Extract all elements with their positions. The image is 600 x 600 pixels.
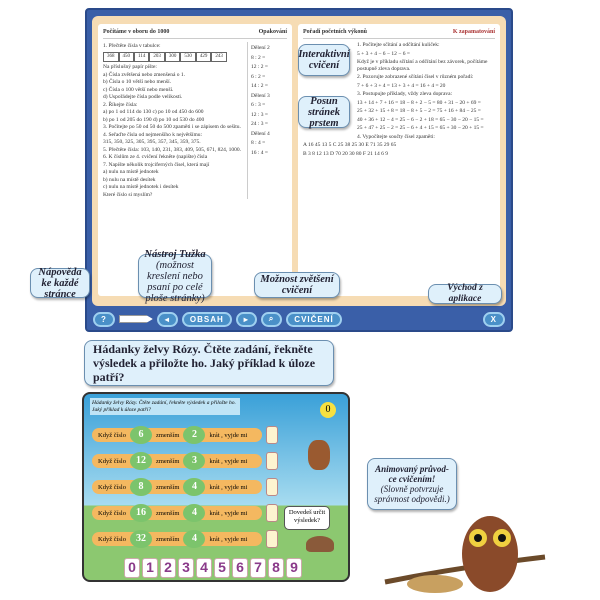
callout-guide	[367, 458, 457, 510]
text-line: Když je v příkladu sčítání a odčítání bez závorek, počítáme postupně zleva doprava.	[357, 59, 488, 72]
table-cell: 530	[180, 52, 196, 63]
text-line: 3. Počítejte po 50 od 50 do 500 zpaměti i se zápisem do sešitu.	[103, 124, 241, 130]
text-line: A 16 45 13 5 C 25 38 25 30 E 71 35 29 65	[303, 142, 397, 148]
contents-button[interactable]: OBSAH	[182, 312, 232, 327]
text-line: 3. Postupujte příklady, vždy zleva doprava:	[357, 91, 453, 97]
division-line: 12 : 2 =	[251, 64, 269, 70]
row-middle: zmenším	[155, 509, 180, 517]
text-line: 7. Napište několik trojciferných čísel, která mají	[103, 161, 210, 168]
callout-help: Nápověda ke každé stránce	[30, 268, 90, 298]
table-cell: 368	[103, 52, 119, 63]
text-line: 40 + 36 + 12 − 4 = 25 − 6 − 2 + 18 = 65 − 30 − 20 − 15 =	[357, 116, 484, 123]
exercise-row	[92, 506, 262, 520]
second-number-leaf: 4	[183, 478, 205, 496]
text-line: a) po 1 od 114 do 130 c) po 10 od 450 do 600	[103, 109, 204, 115]
first-number-leaf: 6	[130, 426, 152, 444]
digit-tile[interactable]: 2	[160, 558, 176, 578]
table-cell: 243	[211, 52, 227, 63]
text-line: b) po 1 od 205 do 190 d) po 10 od 530 do 400	[103, 116, 205, 123]
text-line: 2. Pozorujte zobrazené sčítání čísel v různém pořadí:	[357, 74, 474, 80]
left-page-section: Opakování	[258, 29, 287, 35]
digit-tile[interactable]: 6	[232, 558, 248, 578]
division-line: Dělení 2	[251, 45, 270, 51]
owl-icon	[308, 440, 330, 470]
text-line: 1. Přečtěte čísla v tabulce:	[103, 43, 161, 49]
callout-exit: Východ z aplikace	[428, 284, 502, 304]
text-line: 5 + 3 + 4 − 6 − 12 − 6 =	[357, 50, 410, 57]
exercise-row	[92, 454, 262, 468]
text-line: Které číslo si myslím?	[103, 191, 153, 198]
text-line: 25 + 47 + 25 − 2 = 25 − 6 + 4 + 15 = 65 + 30 − 20 + 15 =	[357, 125, 484, 131]
first-number-leaf: 16	[130, 504, 152, 522]
text-line: b) nulu na místě desítek	[103, 176, 156, 183]
text-line: a) nulu na místě jednotek	[103, 169, 159, 175]
game-panel	[82, 392, 350, 582]
text-line: b) Čísla o 10 větší nebo menší.	[103, 79, 171, 85]
callout-zoom: Možnost zvětšení cvičení	[254, 272, 340, 298]
text-line: 2. Říkejte čísla:	[103, 101, 138, 108]
division-line: Dělení 4	[251, 130, 270, 137]
second-number-leaf: 4	[183, 530, 205, 548]
text-line: 13 + 14 + 7 + 16 = 18 − 8 + 2 − 5 = 80 + 31 − 20 + 69 =	[357, 99, 481, 106]
text-line: B 3 8 12 13 D 70 20 30 80 F 21 14 6 9	[303, 150, 388, 157]
second-number-leaf: 3	[183, 452, 205, 470]
text-line: c) Čísla o 100 větší nebo menší.	[103, 86, 174, 93]
second-number-leaf: 2	[183, 426, 205, 444]
pencil-note: (možnost kreslení nebo psaní po celé ploše stránky)	[145, 259, 205, 304]
left-page-title: Počítáme v oboru do 1000	[103, 29, 170, 35]
text-line: 5. Přečtěte čísla: 103, 140, 231, 383, 409, 505, 671, 824, 1000.	[103, 146, 241, 153]
digit-tile[interactable]: 0	[124, 558, 140, 578]
exit-button[interactable]: X	[483, 312, 505, 327]
callout-interactive: Interaktivní cvičení	[298, 44, 350, 76]
text-line: 25 + 32 + 15 + 8 = 18 − 8 + 5 − 2 = 75 + 16 + 84 − 25 =	[357, 108, 481, 114]
row-middle: zmenším	[155, 535, 180, 543]
division-line: 16 : 4 =	[251, 149, 269, 156]
division-line: 6 : 3 =	[251, 102, 266, 108]
text-line: d) Uspořádejte čísla podle velikosti.	[103, 94, 183, 100]
digit-tile[interactable]: 5	[214, 558, 230, 578]
text-line: a) Čísla zvětšená nebo zmenšená o 1.	[103, 71, 186, 78]
exercise-row	[92, 428, 262, 442]
row-prefix: Když číslo	[98, 431, 126, 439]
exercise-row	[92, 480, 262, 494]
first-number-leaf: 8	[130, 478, 152, 496]
row-prefix: Když číslo	[98, 509, 126, 517]
digit-tile[interactable]: 4	[196, 558, 212, 578]
pencil-title: Nástroj Tužka	[144, 248, 206, 260]
table-cell: 203	[149, 52, 165, 63]
owl-guide-icon	[380, 512, 550, 598]
guide-note: (Slovně potvrzuje správnost odpovědi.)	[374, 484, 450, 504]
division-line: 24 : 3 =	[251, 121, 269, 127]
zoom-icon[interactable]: ⌕	[261, 312, 282, 327]
division-line: 8 : 2 =	[251, 54, 266, 61]
division-line: 14 : 2 =	[251, 83, 269, 89]
division-line: Dělení 3	[251, 92, 270, 99]
game-instruction: Hádanky želvy Rózy. Čtěte zadání, řekněte výsledek a přiložte ho. Jaký příklad k úloze patří?	[90, 398, 240, 415]
callout-pencil	[138, 248, 212, 304]
callout-swipe: Posun stránek prstem	[298, 96, 350, 128]
text-line: 7 + 6 + 3 + 4 = 13 + 3 + 4 = 16 + 4 = 20	[357, 82, 446, 89]
text-line: 315, 350, 325, 305, 395, 357, 345, 359, 375.	[103, 139, 201, 145]
row-suffix: krát , vyjde mi	[209, 431, 248, 439]
row-middle: zmenším	[155, 431, 180, 439]
text-line: 4. Seřaďte čísla od nejmenšího k největšímu:	[103, 131, 203, 138]
row-prefix: Když číslo	[98, 483, 126, 491]
pencil-tool-icon[interactable]	[119, 315, 153, 323]
division-line: 8 : 4 =	[251, 140, 266, 146]
row-prefix: Když číslo	[98, 457, 126, 465]
table-cell: 450	[119, 52, 135, 63]
prev-page-button[interactable]: ◂	[157, 312, 178, 327]
first-number-leaf: 32	[130, 530, 152, 548]
next-page-button[interactable]: ▸	[236, 312, 257, 327]
digit-tile[interactable]: 8	[268, 558, 284, 578]
division-line: 12 : 3 =	[251, 111, 269, 118]
bottom-toolbar	[87, 308, 511, 330]
exercise-row	[92, 532, 262, 546]
text-line: 1. Počítejte sčítání a odčítání kuliček:	[357, 42, 440, 48]
row-middle: zmenším	[155, 483, 180, 491]
right-page-title: Pořadí početních výkonů	[303, 29, 368, 35]
text-line: Na příslušný papír pište:	[103, 64, 157, 70]
digit-tiles	[124, 558, 302, 578]
guide-title: Animovaný průvod-ce cvičením!	[375, 464, 449, 484]
digit-tile[interactable]: 3	[178, 558, 194, 578]
text-line: c) nulu na místě jednotek i desítek	[103, 184, 179, 190]
callout-task: Hádanky želvy Rózy. Čtěte zadání, řekněte výsledek a přiložte ho. Jaký příklad k úloze patří?	[84, 340, 334, 386]
help-button[interactable]: ?	[93, 312, 115, 327]
row-middle: zmenším	[155, 457, 180, 465]
right-page-section: K zapamatování	[452, 29, 495, 35]
digit-tile[interactable]: 9	[286, 558, 302, 578]
turtle-speech-bubble: Dovedeš určit výsledek?	[284, 506, 330, 530]
text-line: 4. Vypočítejte součty čísel zpaměti:	[357, 133, 435, 140]
table-cell: 114	[134, 52, 149, 63]
row-suffix: krát , vyjde mi	[209, 535, 248, 543]
row-prefix: Když číslo	[98, 535, 126, 543]
row-suffix: krát , vyjde mi	[209, 483, 248, 491]
answer-slot[interactable]	[266, 452, 278, 470]
answer-slot[interactable]	[266, 478, 278, 496]
digit-tile[interactable]: 1	[142, 558, 158, 578]
second-number-leaf: 4	[183, 504, 205, 522]
exercise-button[interactable]: CVIČENÍ	[286, 312, 341, 327]
row-suffix: krát , vyjde mi	[209, 457, 248, 465]
answer-slot[interactable]	[266, 426, 278, 444]
turtle-icon	[306, 536, 334, 552]
score-badge: 0	[320, 402, 336, 418]
table-cell: 429	[196, 52, 212, 63]
digit-tile[interactable]: 7	[250, 558, 266, 578]
text-line: 6. K číslům ze 4. cvičení řekněte (napište) čísla	[103, 154, 208, 160]
number-table	[103, 52, 243, 63]
row-suffix: krát , vyjde mi	[209, 509, 248, 517]
division-line: 6 : 2 =	[251, 73, 266, 80]
answer-slot[interactable]	[266, 504, 278, 522]
answer-slot[interactable]	[266, 530, 278, 548]
table-cell: 300	[165, 52, 181, 63]
first-number-leaf: 12	[130, 452, 152, 470]
